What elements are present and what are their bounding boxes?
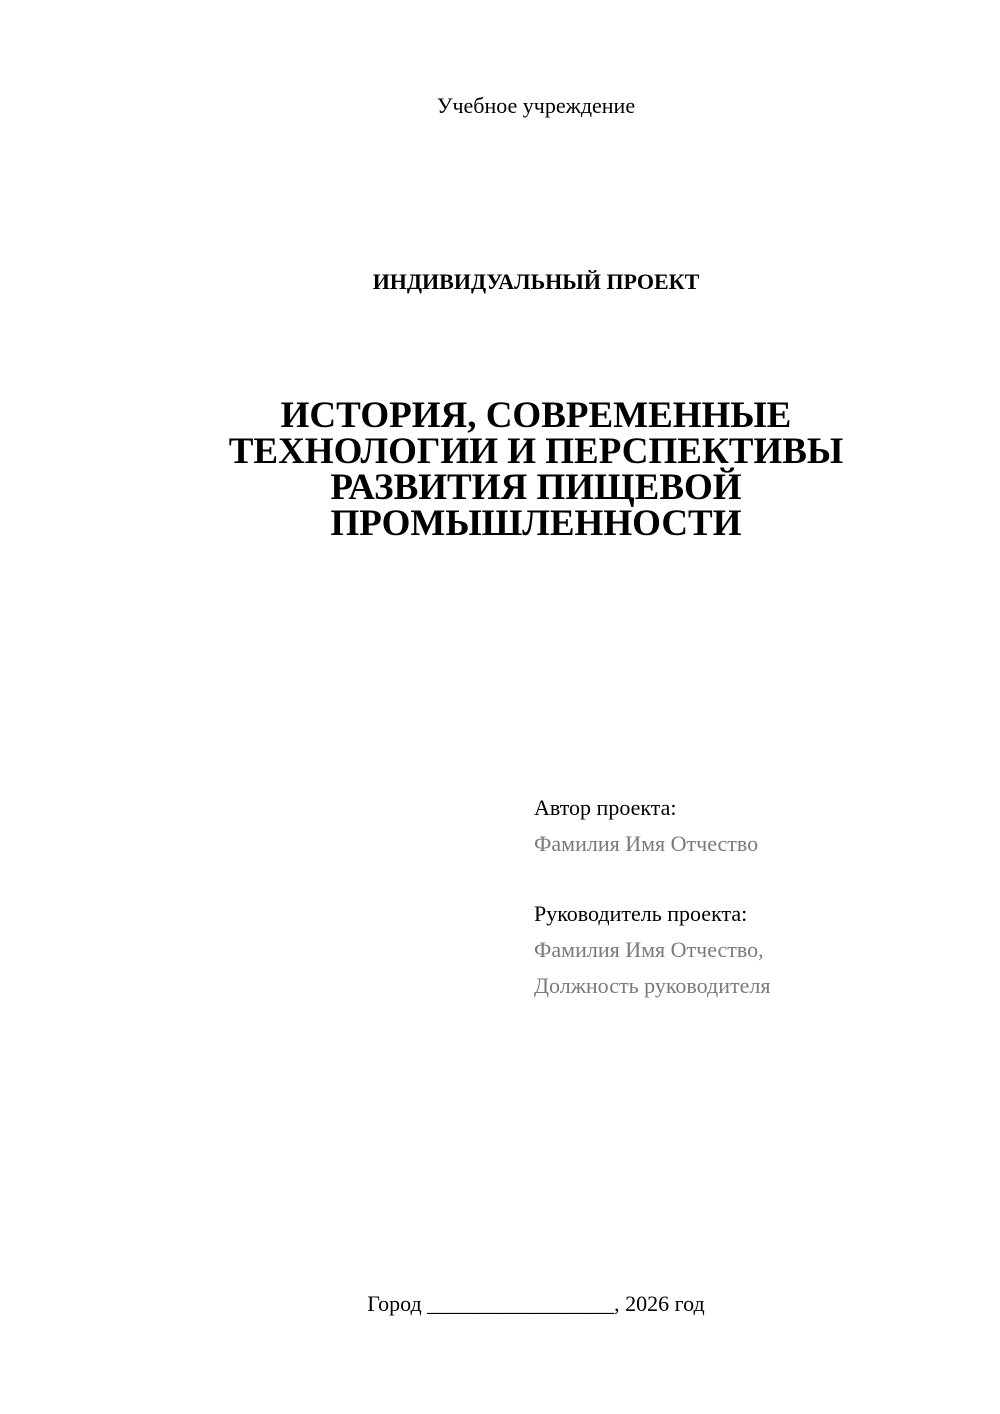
author-label: Автор проекта:: [534, 795, 677, 820]
city-year-footer: Город _________________, 2026 год: [367, 1291, 705, 1316]
credits-spacer: [534, 862, 974, 896]
project-title-line: РАЗВИТИЯ ПИЩЕВОЙ: [330, 467, 742, 508]
supervisor-name: Фамилия Имя Отчество,: [534, 937, 764, 962]
project-title-line: ИСТОРИЯ, СОВРЕМЕННЫЕ: [280, 395, 792, 436]
author-name: Фамилия Имя Отчество: [534, 831, 759, 856]
document-type: ИНДИВИДУАЛЬНЫЙ ПРОЕКТ: [372, 269, 700, 294]
project-title: [100, 395, 972, 544]
supervisor-label: Руководитель проекта:: [534, 901, 748, 926]
credits-block: [534, 790, 974, 1004]
supervisor-position: Должность руководителя: [534, 973, 771, 998]
project-title-line: ТЕХНОЛОГИИ И ПЕРСПЕКТИВЫ: [228, 431, 844, 472]
institution-name: Учебное учреждение: [436, 93, 636, 118]
project-title-line: ПРОМЫШЛЕННОСТИ: [330, 503, 742, 544]
